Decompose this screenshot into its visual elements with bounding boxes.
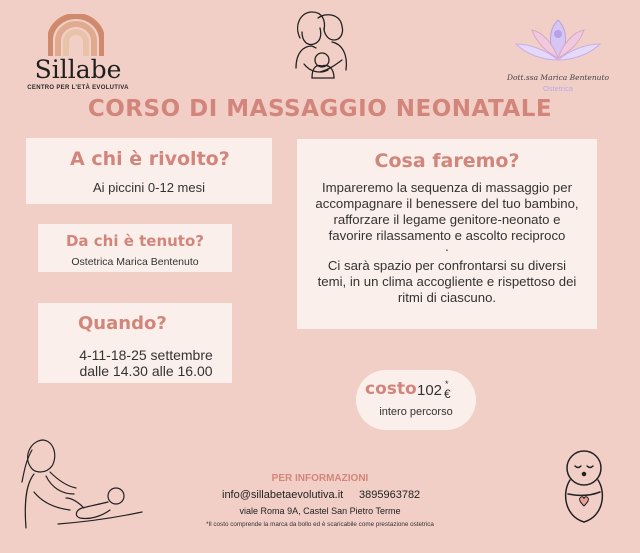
cost-label: costo [365,379,417,399]
info-address: viale Roma 9A, Castel San Pietro Terme [239,506,401,516]
cost-currency: € [444,387,451,401]
cost-badge [356,370,476,430]
text-line: rafforzare il legame genitore-neonato e [333,212,561,227]
text-line: Ci sarà spazio per confrontarsi su diversi [327,258,567,273]
what-paragraph-2 [297,258,597,306]
lotus-logo-icon [512,14,604,70]
text-line: temi, in un clima accogliente e rispettoso dei [317,274,577,289]
who-for-title: A chi è rivolto? [70,148,230,170]
cost-asterisk: * [445,379,449,389]
when-time: dalle 14.30 alle 16.00 [79,363,213,379]
brand-name: Sillabe [34,55,122,84]
rainbow-logo-icon [48,14,104,56]
info-phone-link[interactable]: 3895963782 [359,489,421,501]
when-dates: 4-11-18-25 settembre [79,347,213,363]
text-line: ritmi di ciascuno. [397,290,497,305]
text-line: . [445,239,449,254]
info-label: PER INFORMAZIONI [271,473,369,484]
what-card [297,139,597,329]
doctor-name: Dott.ssa Marica Bentenuto [506,73,610,82]
page-title: CORSO DI MASSAGGIO NEONATALE [87,96,553,122]
family-illustration-icon [288,8,354,88]
info-footnote: *Il costo comprende la marca da bollo ed è scaricabile come prestazione ostetrica [206,521,434,528]
info-email-link[interactable]: info@sillabetaevolutiva.it [222,489,344,501]
text-line: accompagnare il benessere del tuo bambino, [315,196,579,211]
text-line: Impareremo la sequenza di massaggio per [322,180,572,195]
what-title: Cosa faremo? [374,150,520,172]
who-by-title: Da chi è tenuto? [65,232,204,250]
cost-note: intero percorso [379,406,453,418]
when-card [38,303,232,383]
cost-amount: 102 [417,382,443,399]
who-for-card [26,138,272,204]
what-paragraph-1 [297,180,597,254]
doctor-role: Ostetrica [542,84,573,93]
when-title: Quando? [78,313,167,334]
who-for-text: Ai piccini 0-12 mesi [93,180,205,195]
brand-tagline: CENTRO PER L'ETÀ EVOLUTIVA [27,85,129,91]
text-line: favorire rilassamento e ascolto reciproco [328,228,566,243]
who-by-card [38,224,232,272]
who-by-text: Ostetrica Marica Bentenuto [71,256,199,268]
